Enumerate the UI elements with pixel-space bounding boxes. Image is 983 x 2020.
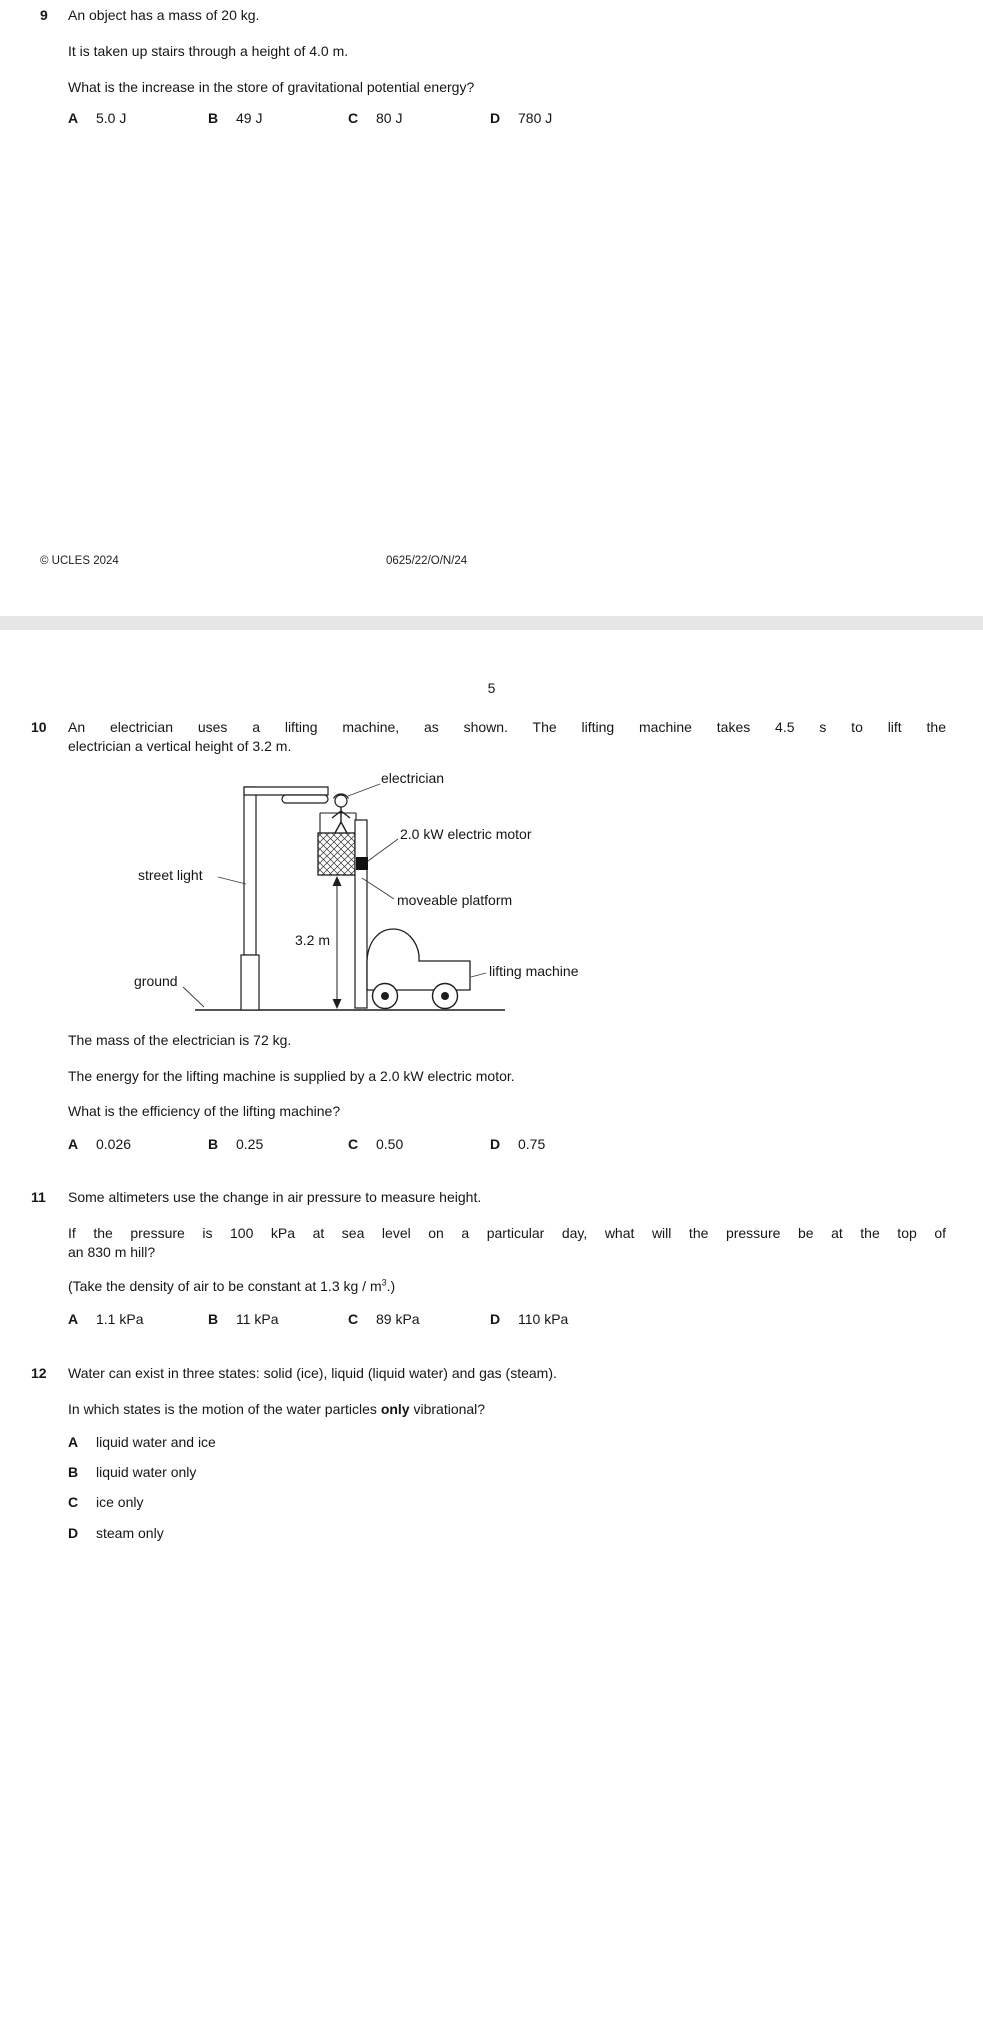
q10-option-a-text: 0.026 bbox=[96, 1136, 132, 1152]
label-electric-motor: 2.0 kW electric motor bbox=[400, 826, 532, 842]
platform-rails bbox=[320, 813, 356, 833]
q12-question-post: vibrational? bbox=[409, 1401, 486, 1417]
leader-motor bbox=[368, 839, 398, 861]
q12-option-a bbox=[0, 1434, 983, 1454]
q9-option-d-text: 780 J bbox=[518, 110, 553, 126]
lift-mast bbox=[355, 820, 367, 1008]
q11-option-c-text: 89 kPa bbox=[376, 1311, 420, 1327]
height-arrow-head-bottom bbox=[333, 999, 342, 1009]
street-light-pole bbox=[244, 787, 256, 955]
q10-option-b-letter: B bbox=[208, 1136, 219, 1152]
q12-option-a-letter: A bbox=[68, 1434, 79, 1450]
q9-line1: An object has a mass of 20 kg. bbox=[68, 7, 260, 23]
q9-number: 9 bbox=[40, 7, 48, 23]
leader-street-light bbox=[218, 877, 246, 884]
leader-electrician bbox=[348, 784, 380, 796]
page-number: 5 bbox=[487, 680, 496, 696]
q10-mass-line: The mass of the electrician is 72 kg. bbox=[68, 1032, 292, 1048]
q9-option-b-text: 49 J bbox=[236, 110, 263, 126]
q11-density-post: .) bbox=[386, 1278, 396, 1294]
q12-option-b bbox=[0, 1464, 983, 1484]
q10-option-a-letter: A bbox=[68, 1136, 79, 1152]
q12-option-c-text: ice only bbox=[96, 1494, 144, 1510]
q9-option-c-letter: C bbox=[348, 110, 359, 126]
label-height-3-2-m: 3.2 m bbox=[295, 932, 331, 948]
height-dimension-arrow bbox=[333, 876, 342, 1009]
q12-question bbox=[68, 1400, 485, 1418]
q9-line3: What is the increase in the store of gravitational potential energy? bbox=[68, 79, 475, 95]
q10-question: What is the efficiency of the lifting machine? bbox=[68, 1103, 341, 1119]
q10-energy-line: The energy for the lifting machine is supplied by a 2.0 kW electric motor. bbox=[68, 1068, 515, 1084]
q12-option-d-letter: D bbox=[68, 1525, 79, 1541]
q11-option-b-letter: B bbox=[208, 1311, 219, 1327]
q9-options bbox=[0, 110, 983, 130]
q12-question-pre: In which states is the motion of the water particles bbox=[68, 1401, 381, 1417]
electric-motor-block bbox=[356, 857, 368, 870]
footer-copyright: © UCLES 2024 bbox=[40, 555, 119, 567]
q10-option-c-text: 0.50 bbox=[376, 1136, 404, 1152]
lifting-machine-body bbox=[367, 929, 470, 990]
q11-option-b-text: 11 kPa bbox=[236, 1311, 279, 1327]
q10-intro bbox=[68, 718, 946, 755]
q11-line2b: an 830 m hill? bbox=[68, 1243, 156, 1260]
q12-line1: Water can exist in three states: solid (ice), liquid (liquid water) and gas (steam). bbox=[68, 1365, 557, 1381]
q10-intro-line1: An electrician uses a lifting machine, as shown. The lifting machine takes 4.5 s to lift the bbox=[68, 719, 946, 735]
q9-option-b-letter: B bbox=[208, 110, 219, 126]
q11-density-line bbox=[68, 1277, 395, 1295]
q10-option-d-text: 0.75 bbox=[518, 1136, 546, 1152]
q12-option-d bbox=[0, 1525, 983, 1545]
leader-ground bbox=[183, 987, 204, 1007]
q11-options bbox=[0, 1311, 983, 1331]
street-light-arm bbox=[244, 787, 328, 795]
label-moveable-platform: moveable platform bbox=[397, 892, 513, 908]
q11-option-d-letter: D bbox=[490, 1311, 501, 1327]
page-separator bbox=[0, 616, 983, 630]
q11-line1: Some altimeters use the change in air pressure to measure height. bbox=[68, 1189, 482, 1205]
q11-density-superscript: 3 bbox=[381, 1277, 387, 1288]
q9-line2: It is taken up stairs through a height of 4.0 m. bbox=[68, 43, 349, 59]
q9-option-d-letter: D bbox=[490, 110, 501, 126]
q11-option-a-letter: A bbox=[68, 1311, 79, 1327]
q12-question-bold-only: only bbox=[380, 1401, 410, 1417]
leader-machine bbox=[471, 973, 486, 977]
q12-option-d-text: steam only bbox=[96, 1525, 164, 1541]
footer-paper-code: 0625/22/O/N/24 bbox=[386, 555, 468, 567]
label-street-light: street light bbox=[138, 867, 203, 883]
street-light-base bbox=[241, 955, 259, 1010]
q12-number: 12 bbox=[31, 1365, 47, 1381]
q11-pressure-paragraph bbox=[68, 1224, 946, 1261]
q11-density-pre: (Take the density of air to be constant at 1.3 kg / m bbox=[68, 1278, 382, 1294]
q12-option-a-text: liquid water and ice bbox=[96, 1434, 216, 1450]
label-electrician: electrician bbox=[381, 770, 445, 786]
label-lifting-machine: lifting machine bbox=[489, 963, 579, 979]
q11-line2a: If the pressure is 100 kPa at sea level on a particular day, what will the pressure be at the top of bbox=[68, 1225, 946, 1241]
q11-number: 11 bbox=[31, 1189, 46, 1205]
q10-option-d-letter: D bbox=[490, 1136, 501, 1152]
q10-number: 10 bbox=[31, 719, 47, 735]
q12-option-c-letter: C bbox=[68, 1494, 79, 1510]
street-light-lamp bbox=[282, 795, 328, 803]
q10-intro-line2: electrician a vertical height of 3.2 m. bbox=[68, 737, 292, 754]
q11-option-c-letter: C bbox=[348, 1311, 359, 1327]
height-arrow-head-top bbox=[333, 876, 342, 886]
q9-option-c-text: 80 J bbox=[376, 110, 403, 126]
q9-option-a-letter: A bbox=[68, 110, 79, 126]
q11-option-a-text: 1.1 kPa bbox=[96, 1311, 144, 1327]
q10-option-c-letter: C bbox=[348, 1136, 359, 1152]
q12-option-b-text: liquid water only bbox=[96, 1464, 197, 1480]
moveable-platform bbox=[318, 833, 355, 875]
q11-option-d-text: 110 kPa bbox=[518, 1311, 569, 1327]
label-ground: ground bbox=[134, 973, 178, 989]
wheel-left bbox=[373, 984, 398, 1009]
q10-options bbox=[0, 1136, 983, 1156]
q10-option-b-text: 0.25 bbox=[236, 1136, 264, 1152]
q12-option-b-letter: B bbox=[68, 1464, 79, 1480]
q9-option-a-text: 5.0 J bbox=[96, 110, 127, 126]
q12-option-c bbox=[0, 1494, 983, 1514]
wheel-right bbox=[433, 984, 458, 1009]
